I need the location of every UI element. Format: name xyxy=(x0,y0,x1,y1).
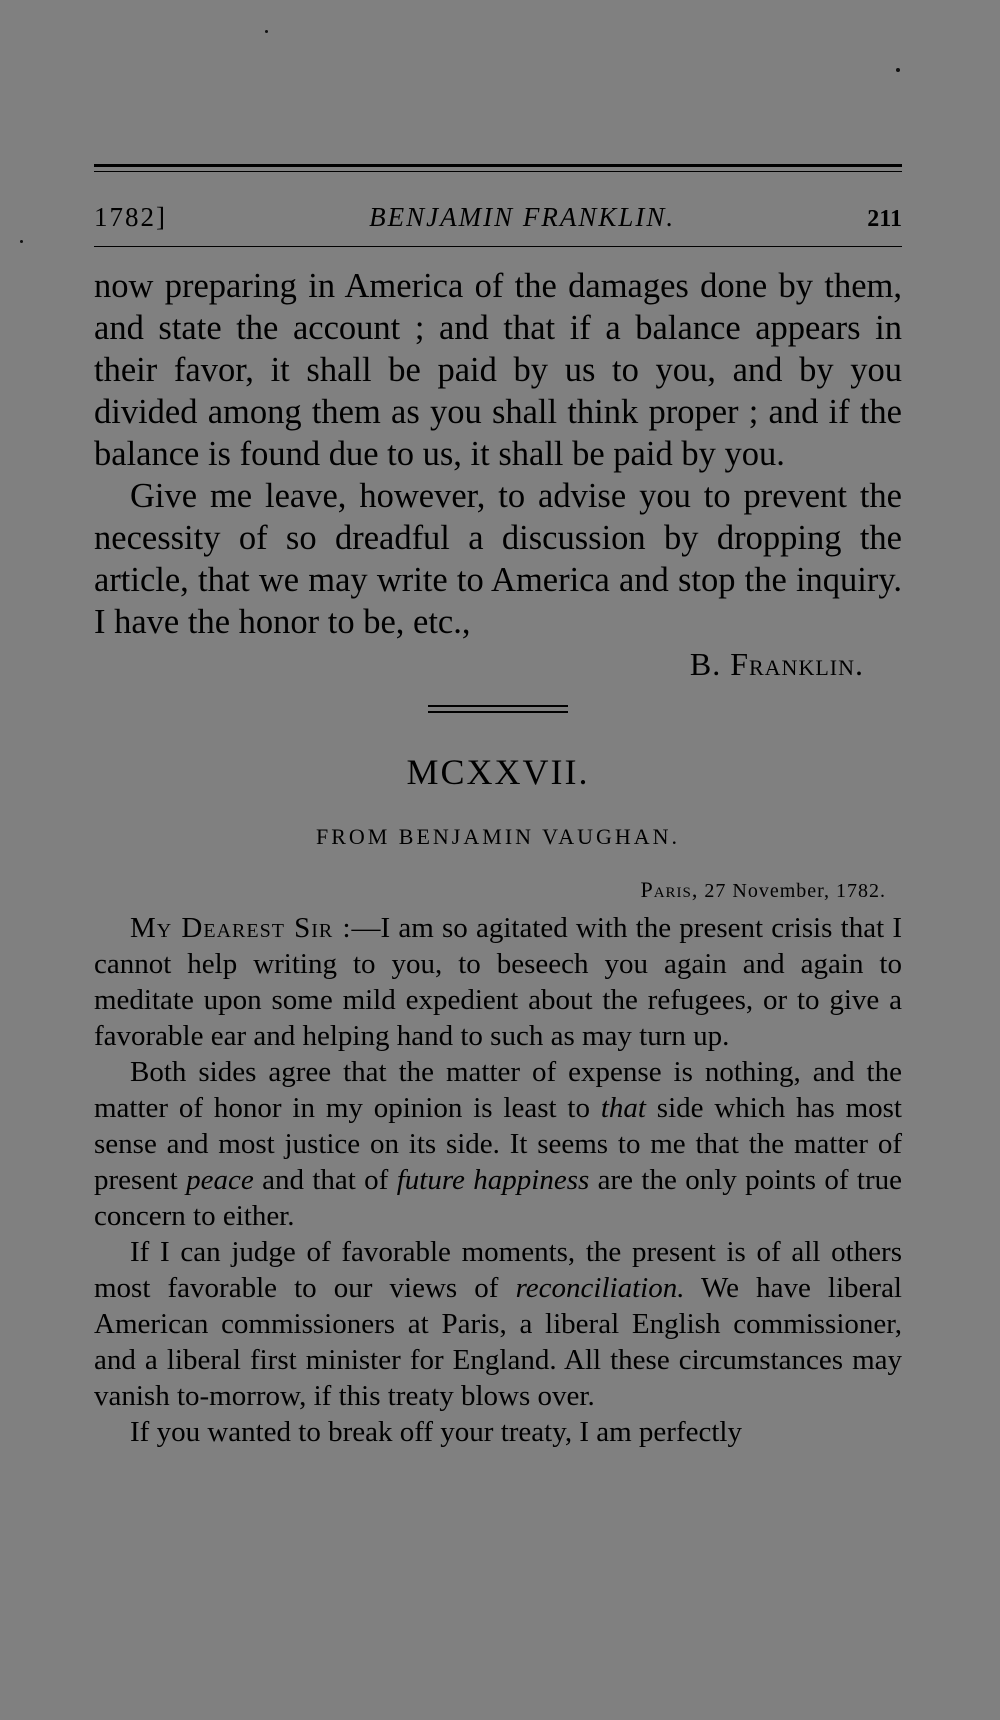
header-top-rule xyxy=(94,164,902,172)
section-divider xyxy=(428,705,568,713)
letter-heading: FROM BENJAMIN VAUGHAN. xyxy=(315,824,681,849)
paragraph-text: If I can judge of favorable moments, the present is of all others most favorable to our views of xyxy=(94,1236,902,1304)
body-paragraph: now preparing in America of the damages done by them, and state the account ; and that if a balance appears in their favor, it shall be paid by us to you, and by you divided among them as you shall think proper ; and if the balance is found due to us, it shall be paid by you. xyxy=(94,267,902,473)
italic-text: that xyxy=(600,1092,646,1124)
dateline xyxy=(94,877,902,904)
italic-text: future happiness xyxy=(396,1164,590,1196)
paragraph-text: Both sides agree that the matter of expense is nothing, and the matter of honor in my opinion is least to xyxy=(94,1056,902,1124)
paragraph-text: side which has most sense and most justice on its side. It seems to me that the matter of present xyxy=(94,1092,902,1196)
paragraph-text: and that of xyxy=(253,1164,397,1196)
header-bottom-rule xyxy=(94,246,902,247)
scan-speck xyxy=(265,30,268,33)
body-paragraph: Give me leave, however, to advise you to prevent the necessity of so dreadful a discussion by dropping the article, that we may write to America and stop the inquiry. I have the honor to be, etc., xyxy=(94,477,902,641)
section-number: MCXXVII. xyxy=(406,752,590,792)
italic-text: peace xyxy=(186,1164,254,1196)
scan-speck xyxy=(20,240,23,243)
header-year: 1782] xyxy=(94,202,167,232)
page-number: 211 xyxy=(867,206,902,232)
scan-speck xyxy=(896,68,900,72)
body-paragraph xyxy=(94,1054,902,1234)
running-header xyxy=(94,202,902,236)
book-page xyxy=(94,164,902,1450)
dateline-date: 27 November, 1782. xyxy=(704,880,886,902)
paragraph-text: We have liberal American commissioners at Paris, a liberal English commissioner, and a liberal first minister for England. All these circumstances may vanish to-morrow, if this treaty blows over. xyxy=(94,1272,902,1412)
signature: B. Franklin. xyxy=(689,646,864,682)
body-paragraph xyxy=(94,1234,902,1414)
body-paragraph: If you wanted to break off your treaty, I am perfectly xyxy=(130,1416,742,1448)
dateline-place: Paris, xyxy=(640,877,699,902)
header-title: BENJAMIN FRANKLIN. xyxy=(369,202,676,232)
salutation: My Dearest Sir : xyxy=(130,912,352,944)
paragraph-text: —I am so agitated with the present crisis that I cannot help writing to you, to beseech you again and again to meditate upon some mild expedient about the refugees, or to give a favorable ear and helping hand to such as may turn up. xyxy=(94,912,902,1052)
paragraph-text: are the only points of true concern to either. xyxy=(94,1164,902,1232)
italic-text: reconciliation. xyxy=(515,1272,685,1304)
body-paragraph xyxy=(94,910,902,1054)
